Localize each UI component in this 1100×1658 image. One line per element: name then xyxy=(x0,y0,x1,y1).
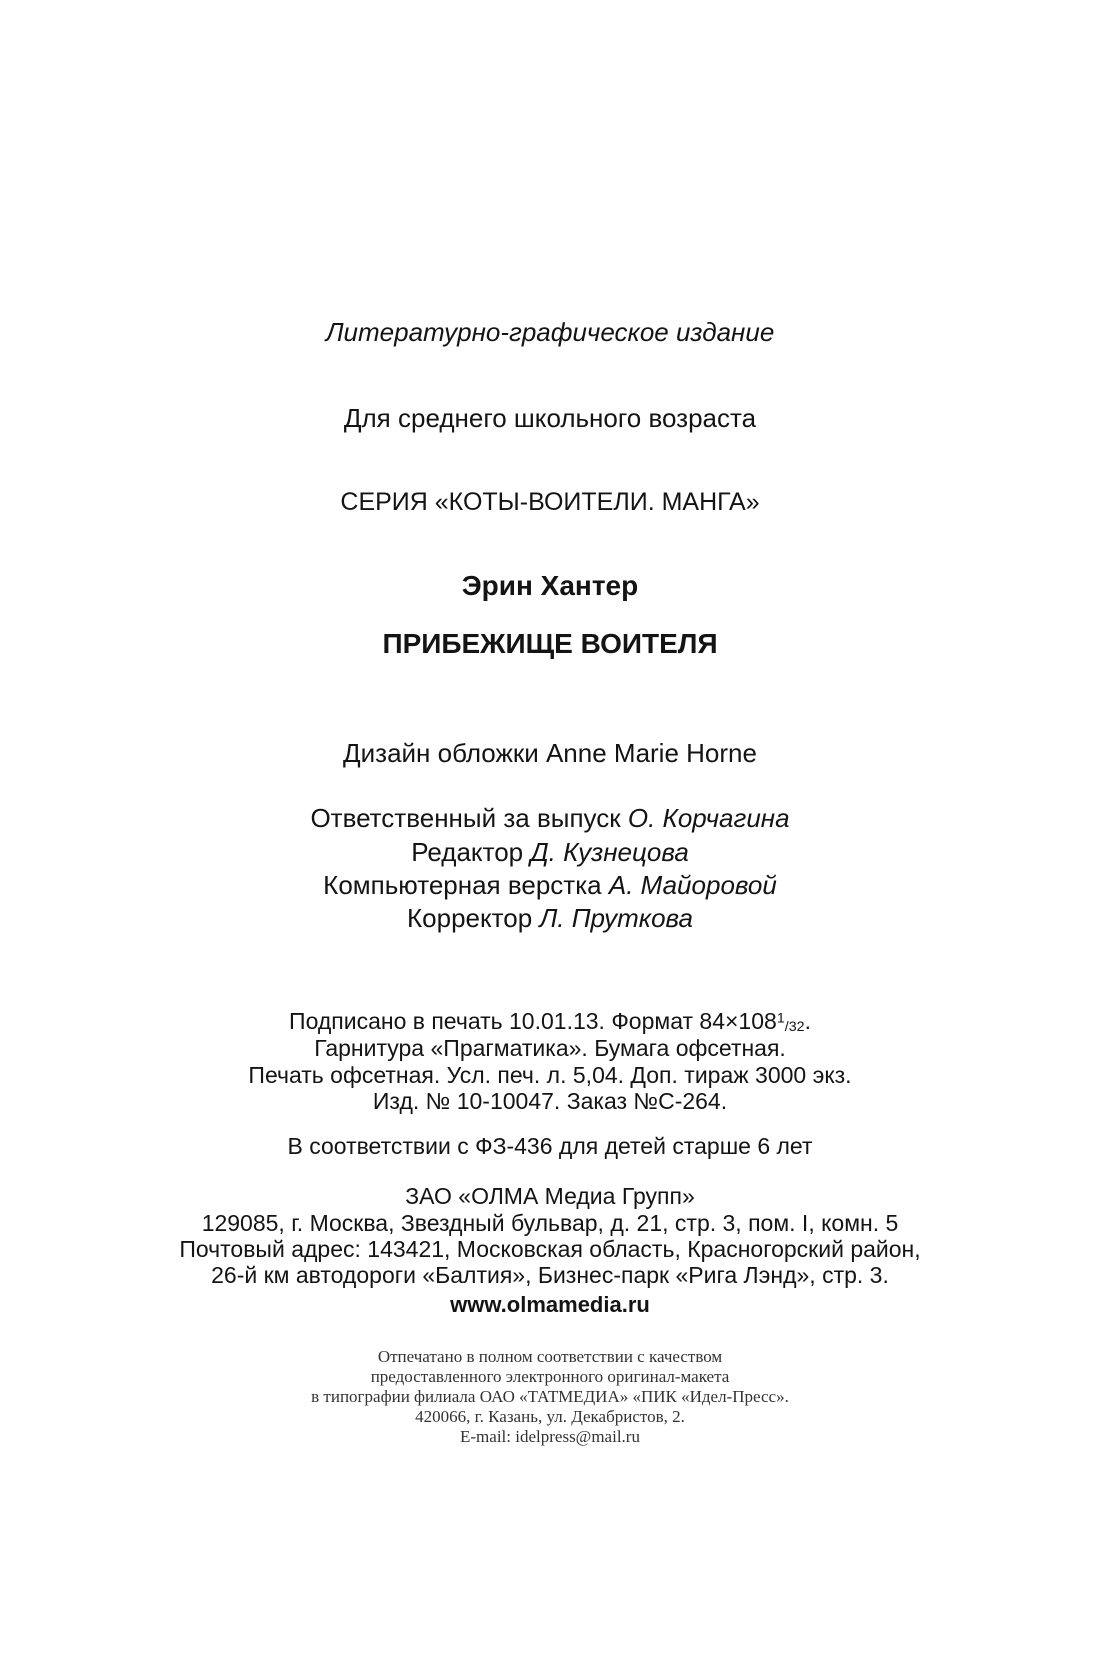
cover-design-credit: Дизайн обложки Anne Marie Horne xyxy=(343,738,757,768)
printer-email: E-mail: idelpress@mail.ru xyxy=(460,1427,640,1446)
credit-line xyxy=(0,838,1100,868)
age-group: Для среднего школьного возраста xyxy=(343,403,757,433)
print-info-line: Печать офсетная. Усл. печ. л. 5,04. Доп. тираж 3000 экз. xyxy=(248,1062,852,1088)
credit-role: Корректор xyxy=(407,903,533,933)
print-format-end: . xyxy=(804,1008,811,1034)
credit-person: Л. Пруткова xyxy=(539,903,693,933)
credit-role: Редактор xyxy=(411,837,524,867)
credit-person: Д. Кузнецова xyxy=(530,837,689,867)
credit-line xyxy=(0,871,1100,901)
series-title: СЕРИЯ «КОТЫ-ВОИТЕЛИ. МАНГА» xyxy=(340,488,760,516)
age-rating: В соответствии с ФЗ-436 для детей старше 6 лет xyxy=(287,1133,813,1159)
printer-address: 420066, г. Казань, ул. Декабристов, 2. xyxy=(415,1407,685,1426)
credit-role: Компьютерная верстка xyxy=(323,870,602,900)
format-fraction-numerator: 1 xyxy=(776,1010,785,1027)
publisher-postal-address: Почтовый адрес: 143421, Московская область, Красногорский район, xyxy=(179,1236,921,1262)
publisher-postal-address-cont: 26-й км автодороги «Балтия», Бизнес-парк «Рига Лэнд», стр. 3. xyxy=(211,1262,889,1288)
print-info-line: Изд. № 10-10047. Заказ №С-264. xyxy=(372,1088,728,1114)
credit-line xyxy=(0,904,1100,934)
publisher-address: 129085, г. Москва, Звездный бульвар, д. 21, стр. 3, пом. I, комн. 5 xyxy=(201,1210,899,1236)
publication-type: Литературно-графическое издание xyxy=(325,317,775,347)
credit-person: О. Корчагина xyxy=(627,803,790,833)
credit-person: А. Майоровой xyxy=(608,870,777,900)
credit-line xyxy=(0,804,1100,834)
publisher-name: ЗАО «ОЛМА Медиа Групп» xyxy=(405,1183,695,1209)
printer-note: Отпечатано в полном соответствии с качеством xyxy=(377,1347,723,1366)
printer-note: в типографии филиала ОАО «ТАТМЕДИА» «ПИК «Идел-Пресс». xyxy=(311,1387,789,1406)
print-format: Подписано в печать 10.01.13. Формат 84×108 xyxy=(289,1008,777,1034)
credit-role: Ответственный за выпуск xyxy=(310,803,621,833)
printer-note: предоставленного электронного оригинал-макета xyxy=(370,1367,730,1386)
format-fraction-denominator: /32 xyxy=(784,1019,805,1036)
print-info-line xyxy=(0,1008,1100,1036)
print-info-line: Гарнитура «Прагматика». Бумага офсетная. xyxy=(314,1035,786,1061)
book-title: ПРИБЕЖИЩЕ ВОИТЕЛЯ xyxy=(382,628,718,659)
author-name: Эрин Хантер xyxy=(461,570,639,601)
publisher-website: www.olmamedia.ru xyxy=(450,1292,650,1317)
